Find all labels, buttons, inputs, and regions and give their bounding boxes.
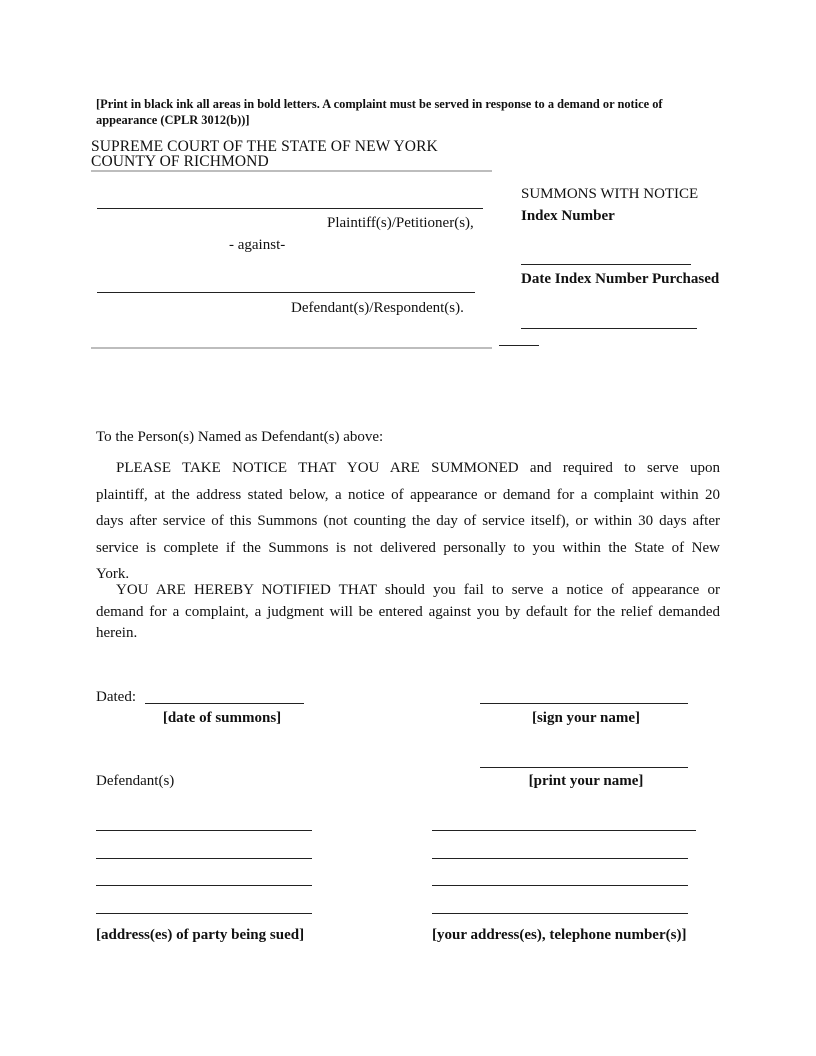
defendant-address-caption: [address(es) of party being sued]: [96, 927, 305, 943]
index-number-label: Index Number: [521, 208, 615, 224]
index-number-line[interactable]: [521, 264, 691, 265]
print-caption: [print your name]: [528, 773, 644, 789]
para1-line-3: days after service of this Summons (not counting the day of service itself), or within 30 days after: [96, 513, 720, 529]
instructions-text: [Print in black ink all areas in bold letters. A complaint must be served in response to a demand or notice of appearance (CPLR 3012(b))]: [96, 97, 663, 127]
your-address-caption: [your address(es), telephone number(s)]: [432, 927, 687, 943]
para1-line-1: PLEASE TAKE NOTICE THAT YOU ARE SUMMONED and required to serve upon: [116, 460, 720, 476]
date-line[interactable]: [145, 703, 304, 704]
caption-bracket-line: [499, 345, 539, 346]
plaintiff-label: Plaintiff(s)/Petitioner(s),: [327, 215, 474, 231]
para2-line-2: demand for a complaint, a judgment will be entered against you by default for the relief demanded: [96, 603, 720, 620]
date-caption: [date of summons]: [162, 710, 282, 726]
salutation: To the Person(s) Named as Defendant(s) above:: [96, 429, 384, 445]
para1-line-2: plaintiff, at the address stated below, a notice of appearance or demand for a complaint within 20: [96, 486, 720, 503]
para2-line-1: YOU ARE HEREBY NOTIFIED THAT should you fail to serve a notice of appearance or: [116, 582, 720, 598]
plaintiff-name-line[interactable]: [97, 208, 483, 209]
notice-paragraph-2: [96, 580, 720, 645]
para1-line-5: York.: [96, 566, 130, 582]
defendant-address-line-2[interactable]: [96, 858, 312, 859]
print-name-line[interactable]: [480, 767, 688, 768]
your-address-line-1[interactable]: [432, 830, 696, 831]
summons-title: SUMMONS WITH NOTICE: [521, 186, 699, 202]
against-label: - against-: [229, 237, 286, 253]
defendant-address-line-1[interactable]: [96, 830, 312, 831]
caption-top-rule: [91, 170, 492, 172]
defendants-label: Defendant(s): [96, 773, 175, 789]
date-purchased-line[interactable]: [521, 328, 697, 329]
notice-paragraph-1: [96, 455, 720, 588]
para2-line-3: herein.: [96, 625, 138, 641]
dated-label: Dated:: [96, 689, 136, 705]
court-name: SUPREME COURT OF THE STATE OF NEW YORK: [91, 138, 438, 155]
defendant-name-line[interactable]: [97, 292, 475, 293]
your-address-line-2[interactable]: [432, 858, 688, 859]
court-heading: [91, 139, 438, 169]
para1-line-4: service is complete if the Summons is not delivered personally to you within the State of New: [96, 539, 720, 556]
your-address-line-3[interactable]: [432, 885, 688, 886]
your-address-line-4[interactable]: [432, 913, 688, 914]
defendant-label: Defendant(s)/Respondent(s).: [291, 300, 464, 316]
sign-caption: [sign your name]: [531, 710, 641, 726]
signature-line[interactable]: [480, 703, 688, 704]
defendant-address-line-4[interactable]: [96, 913, 312, 914]
court-county: COUNTY OF RICHMOND: [91, 153, 269, 170]
defendant-address-line-3[interactable]: [96, 885, 312, 886]
caption-bottom-rule: [91, 347, 492, 349]
date-purchased-label: Date Index Number Purchased: [521, 271, 720, 287]
